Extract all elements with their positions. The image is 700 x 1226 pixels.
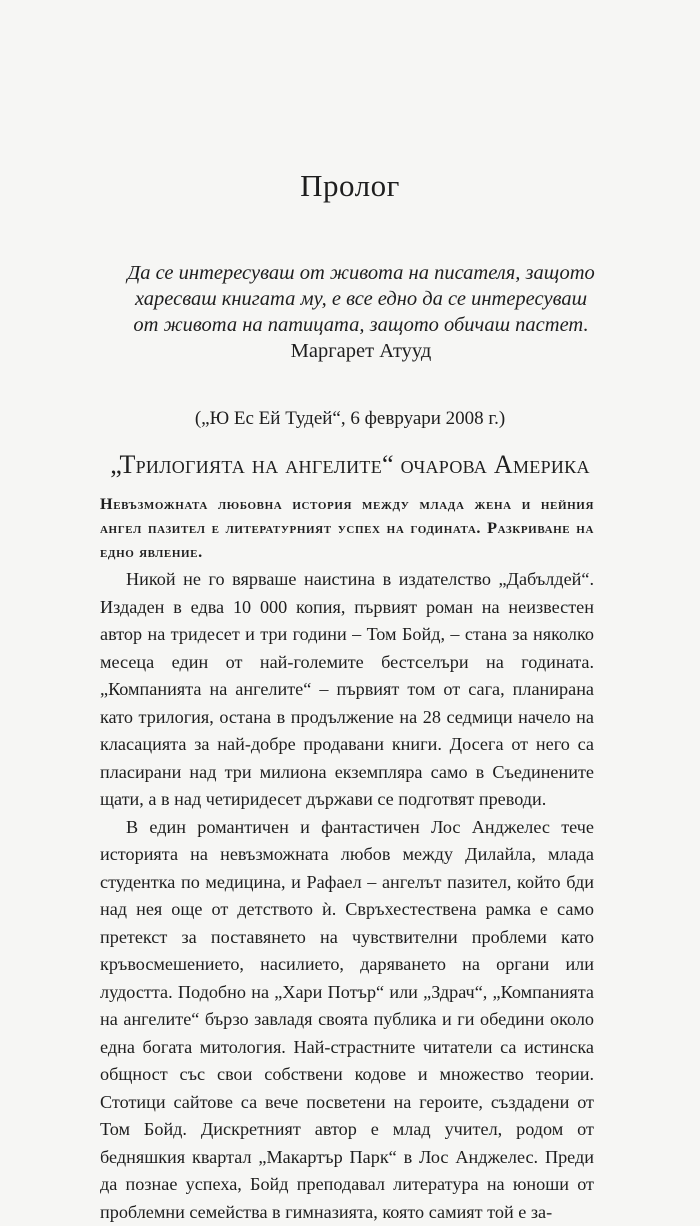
epigraph <box>126 260 596 364</box>
chapter-title: Пролог <box>0 168 700 204</box>
article-lead: Невъзможната любовна история между млада жена и нейния ангел пазител е литературният успех на годината. Разкриване на едно явление. <box>100 492 594 564</box>
article-body <box>100 492 594 1226</box>
article-dateline: („Ю Ес Ей Тудей“, 6 февруари 2008 г.) <box>0 408 700 430</box>
article-headline: „Трилогията на ангелите“ очарова Америка <box>0 450 700 480</box>
article-paragraph: Никой не го вярваше наистина в издателство „Дабълдей“. Издаден в едва 10 000 копия, първият роман на неизвестен автор на тридесет и три години – Том Бойд, – стана за няколко месеца един от най-големите бестселъри на годината. „Компанията на ангелите“ – първият том от сага, планирана като трилогия, остана в продължение на 28 седмици начело на класацията за най-добре продавани книги. Досега от него са пласирани над три милиона екземпляра само в Съединените щати, а в над четиридесет държави се подготвят преводи. <box>100 566 594 814</box>
epigraph-quote: Да се интересуваш от живота на писателя, защото харесваш книгата му, е все едно да се интересуваш от живота на патицата, защото обичаш пастет. <box>127 262 595 336</box>
article-paragraph: В един романтичен и фантастичен Лос Анджелес тече историята на невъзможната любов между Дилайла, млада студентка по медицина, и Рафаел – ангелът пазител, който бди над нея още от детството ѝ. Свръхестествена рамка е само претекст за поставянето на чувствителни проблеми като кръвосмешението, насилието, даряването на органи или лудостта. Подобно на „Хари Потър“ или „Здрач“, „Компанията на ангелите“ бързо завладя своята публика и ги обедини около една богата митология. Най-страстните читатели са истинска общност със свои собствени кодове и множество теории. Стотици сайтове са вече посветени на героите, създадени от Том Бойд. Дискретният автор е млад учител, родом от бедняшкия квартал „Макартър Парк“ в Лос Анджелес. Преди да познае успеха, Бойд преподавал литература на юноши от проблемни семейства в гимназията, която самият той е за- <box>100 814 594 1226</box>
epigraph-author: Маргарет Атууд <box>126 338 596 364</box>
